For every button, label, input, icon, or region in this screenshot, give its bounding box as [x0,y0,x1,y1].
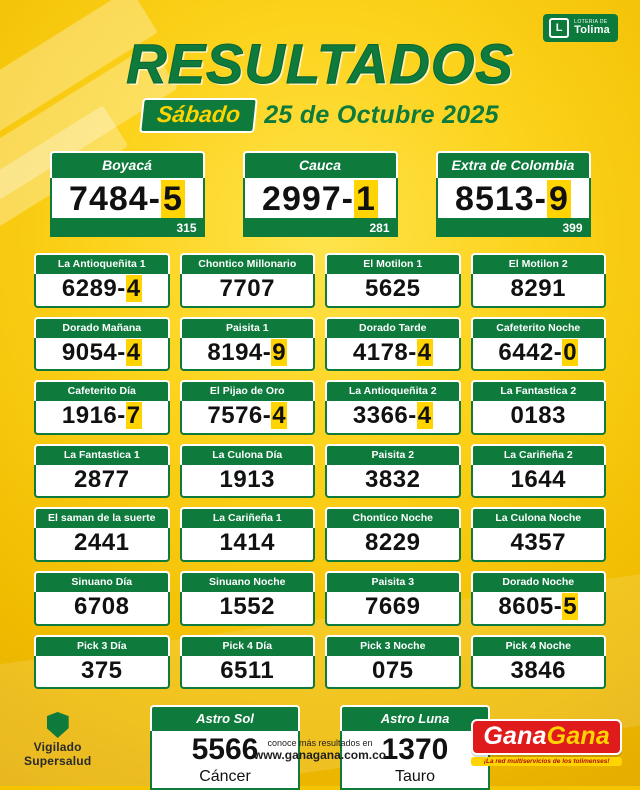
result-digits: 6708 [74,593,130,621]
ganagana-part2: Gana [546,721,610,750]
result-cell [180,635,316,690]
lottery-name: El saman de la suerte [34,507,170,528]
lottery-result [325,465,461,499]
result-number [473,593,605,621]
ganagana-tagline: ¡La red multiservicios de los tolimenses! [471,757,622,766]
lottery-name: Pick 4 Día [180,635,316,656]
result-cell [471,635,607,690]
result-digits: 3846 [510,656,566,684]
lottery-result [50,178,205,220]
result-number [327,593,459,621]
result-number [473,466,605,494]
result-cell [34,380,170,435]
result-number: 7484-5 [69,180,183,218]
result-cell [325,317,461,372]
result-cell [34,444,170,499]
lottery-result [325,656,461,690]
result-highlight-digit: 5 [563,593,578,621]
ganagana-part1: Gana [483,721,547,750]
lottery-result [436,178,591,220]
lottery-result [471,528,607,562]
lottery-result [180,656,316,690]
result-number [36,339,168,367]
result-digits: 075 [371,656,414,684]
loteria-tolima-logo [543,14,618,42]
website-url[interactable]: www.ganagana.com.co [253,748,387,762]
day-badge: Sábado [139,98,258,133]
result-cell [325,635,461,690]
result-cell [180,507,316,562]
lottery-name: Sinuano Día [34,571,170,592]
result-digits: 9054- [61,338,126,366]
result-number [36,402,168,430]
lottery-result [325,338,461,372]
result-cell [471,317,607,372]
result-number [182,529,314,557]
result-digits: 1552 [219,593,275,621]
lottery-name: La Fantastica 2 [471,380,607,401]
result-cell [471,380,607,435]
result-digits: 6511 [220,656,275,684]
result-cell [325,380,461,435]
result-number: 2997-1 [262,180,376,218]
result-digits: 8194- [207,338,272,366]
lottery-result [471,274,607,308]
result-number [36,657,168,685]
result-cell [34,571,170,626]
lottery-name: Chontico Millonario [180,253,316,274]
result-highlight-digit: 4 [417,338,432,366]
result-cell [471,444,607,499]
lottery-name: Sinuano Noche [180,571,316,592]
result-digits: 4178- [352,338,417,366]
lottery-result [34,528,170,562]
result-digits: 1644 [510,465,566,493]
result-highlight-digit: 9 [272,338,287,366]
top-result-card [436,151,591,237]
lottery-result [325,274,461,308]
footer [0,712,640,778]
lottery-result [180,592,316,626]
result-cell [180,380,316,435]
result-cell [471,571,607,626]
lottery-result [34,465,170,499]
result-highlight-digit: 9 [549,180,569,218]
lottery-name: El Pijao de Oro [180,380,316,401]
lottery-name: La Antioqueñita 2 [325,380,461,401]
result-number [327,275,459,303]
lottery-name: Paisita 1 [180,317,316,338]
result-cell [180,571,316,626]
lottery-result [180,338,316,372]
lottery-name: Dorado Tarde [325,317,461,338]
astro-sign: Tauro [394,767,436,785]
astro-number: 5566 [191,733,259,767]
result-digits: 8605- [498,593,563,621]
lottery-name: Chontico Noche [325,507,461,528]
result-number [182,593,314,621]
result-number [36,593,168,621]
top-result-card [243,151,398,237]
lottery-name: Pick 4 Noche [471,635,607,656]
results-grid [34,253,606,689]
lottery-result [471,592,607,626]
lottery-name: Extra de Colombia [436,151,591,178]
result-digits: 1913 [219,465,275,493]
ganagana-logo [471,719,622,767]
result-digits: 7707 [219,275,275,303]
result-number [473,275,605,303]
result-digits: 2441 [74,529,130,557]
website-note-line1: conoce más resultados en [267,738,373,748]
result-digits: 7669 [365,593,421,621]
lottery-result [471,401,607,435]
lottery-name: Paisita 3 [325,571,461,592]
shield-icon [47,712,69,738]
result-cell [325,444,461,499]
lottery-result [34,401,170,435]
lottery-result [34,274,170,308]
result-highlight-digit: 5 [163,180,183,218]
lottery-name: El Motilon 2 [471,253,607,274]
lottery-result [34,656,170,690]
top-result-card [50,151,205,237]
result-highlight-digit: 4 [272,402,287,430]
lottery-result [180,465,316,499]
lottery-name: Cafeterito Día [34,380,170,401]
vigilado-line1: Vigilado [33,740,82,754]
result-number [327,402,459,430]
lottery-name: Cauca [243,151,398,178]
result-number [473,339,605,367]
lottery-result [471,338,607,372]
result-number [182,657,314,685]
lottery-name: Pick 3 Noche [325,635,461,656]
result-number [473,657,605,685]
vigilado-line2: Supersalud [24,754,92,768]
result-digits: 8291 [510,275,566,303]
result-digits: 6442- [498,338,563,366]
result-number [327,529,459,557]
result-number [473,402,605,430]
lottery-name: Boyacá [50,151,205,178]
result-cell [471,507,607,562]
result-number [182,466,314,494]
result-serie: 315 [50,220,205,237]
result-number [182,339,314,367]
lottery-name: La Culona Día [180,444,316,465]
result-cell [180,317,316,372]
lottery-name: Paisita 2 [325,444,461,465]
lottery-result [34,338,170,372]
result-cell [34,253,170,308]
result-highlight-digit: 7 [126,402,141,430]
lottery-result [180,401,316,435]
lottery-name: La Antioqueñita 1 [34,253,170,274]
result-number [182,275,314,303]
result-highlight-digit: 4 [417,402,432,430]
tolima-logo-line1: LOTERIA DE [574,18,608,25]
lottery-name: El Motilon 1 [325,253,461,274]
result-number [36,466,168,494]
result-digits: 1414 [219,529,275,557]
result-number [327,657,459,685]
lottery-result [34,592,170,626]
lottery-result [325,592,461,626]
astro-sign: Cáncer [199,767,251,785]
result-cell [34,317,170,372]
result-cell [34,507,170,562]
result-cell [325,253,461,308]
result-serie: 281 [243,220,398,237]
lottery-name: Pick 3 Día [34,635,170,656]
result-cell [180,444,316,499]
top-results-row [0,151,640,237]
lottery-result [180,274,316,308]
lottery-result [325,528,461,562]
result-cell [180,253,316,308]
result-digits: 0183 [510,402,566,430]
result-digits: 2877 [74,465,130,493]
result-number: 8513-9 [455,180,569,218]
date-text: 25 de Octubre 2025 [264,101,499,129]
lottery-name: Dorado Noche [471,571,607,592]
result-highlight-digit: 0 [563,338,578,366]
lottery-result [471,465,607,499]
result-cell [471,253,607,308]
lottery-name: La Cariñeña 2 [471,444,607,465]
page-title: RESULTADOS [126,32,514,95]
lottery-result [243,178,398,220]
subtitle-row [0,98,640,133]
result-digits: 6289- [61,275,126,303]
lottery-result [471,656,607,690]
result-digits: 3366- [352,402,417,430]
tolima-logo-line2: Tolima [574,23,610,36]
result-number [182,402,314,430]
lottery-name: La Culona Noche [471,507,607,528]
lottery-name: Cafeterito Noche [471,317,607,338]
result-digits: 8229 [365,529,421,557]
astro-number: 1370 [381,733,449,767]
result-cell [325,507,461,562]
result-number [473,529,605,557]
lottery-result [180,528,316,562]
result-number [36,529,168,557]
result-number [327,339,459,367]
result-digits: 3832 [365,465,421,493]
result-cell [325,571,461,626]
result-number [327,466,459,494]
lottery-name: La Cariñeña 1 [180,507,316,528]
result-highlight-digit: 1 [356,180,376,218]
result-digits: 375 [80,656,123,684]
astro-name: Astro Sol [150,705,300,731]
result-highlight-digit: 4 [126,338,141,366]
result-cell [34,635,170,690]
lottery-name: La Fantastica 1 [34,444,170,465]
result-digits: 4357 [510,529,566,557]
result-highlight-digit: 4 [126,275,141,303]
result-serie: 399 [436,220,591,237]
tolima-mark-icon: L [549,18,569,38]
astro-name: Astro Luna [340,705,490,731]
ganagana-wordmark [471,719,622,756]
result-digits: 5625 [365,275,421,303]
result-digits: 1916- [61,402,126,430]
lottery-result [325,401,461,435]
result-number [36,275,168,303]
lottery-name: Dorado Mañana [34,317,170,338]
result-digits: 7576- [207,402,272,430]
